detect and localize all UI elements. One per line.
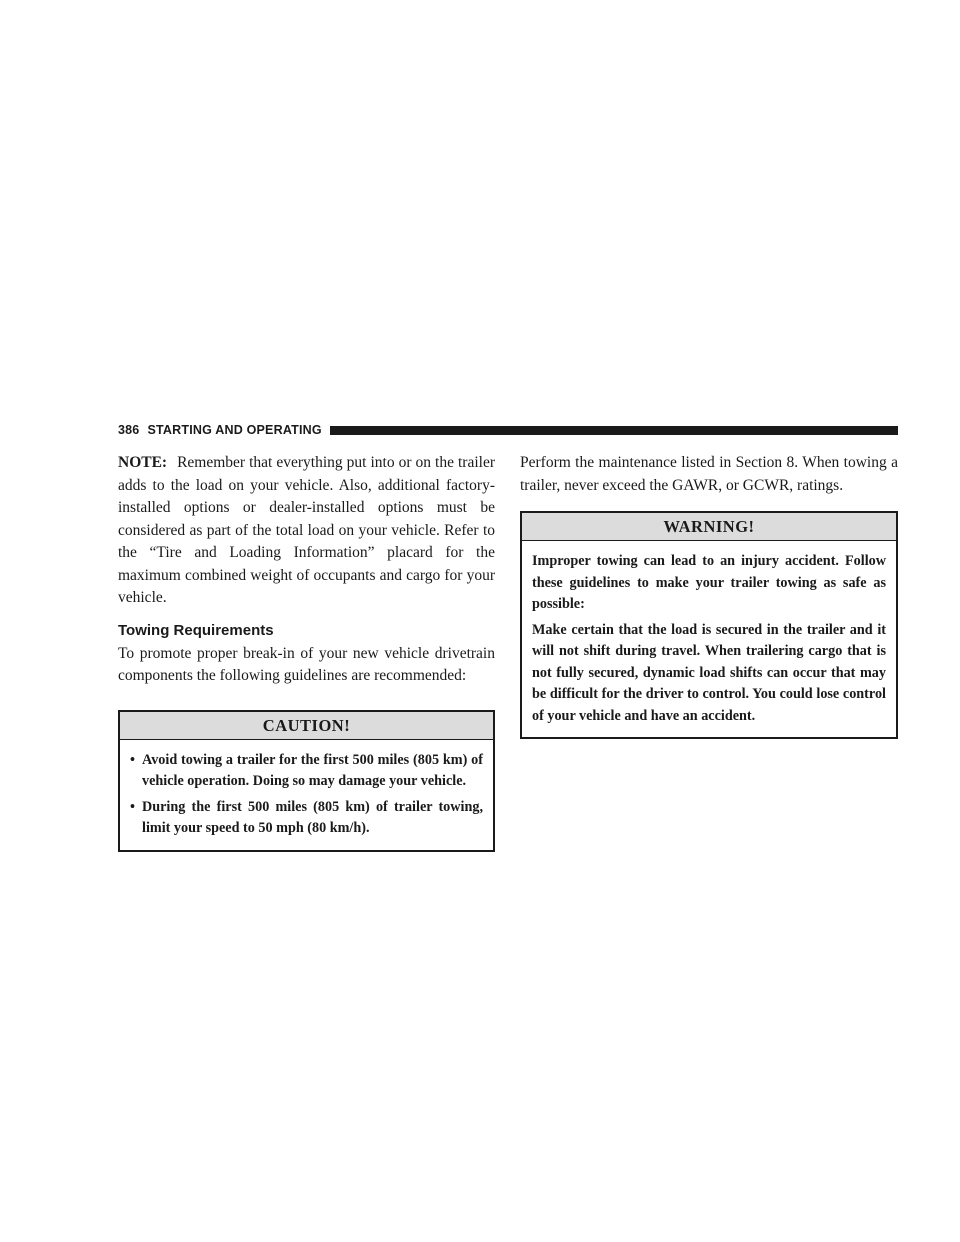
maintenance-paragraph: Perform the maintenance listed in Section 8. When towing a trailer, never exceed the GAWR, or GCWR, ratings. [520, 454, 898, 494]
caution-title: CAUTION! [120, 712, 493, 740]
towing-requirements-text: To promote proper break-in of your new vehicle drivetrain components the following guidelines are recommended: [118, 644, 495, 684]
list-item [130, 797, 483, 840]
note-paragraph [118, 452, 495, 610]
caution-list [130, 750, 483, 840]
warning-title: WARNING! [522, 513, 896, 541]
page-header [118, 423, 898, 437]
towing-requirements-heading: Towing Requirements [118, 621, 274, 639]
note-label: NOTE: [118, 454, 168, 471]
warning-paragraph: Improper towing can lead to an injury accident. Follow these guidelines to make your trailer towing as safe as possible: [532, 553, 886, 612]
section-title: STARTING AND OPERATING [147, 423, 322, 437]
warning-paragraph: Make certain that the load is secured in the trailer and it will not shift during travel. When trailering cargo that is not fully secured, dynamic load shifts can occur that may be difficult for the driver to control. You could lose control of your vehicle and have an accident. [532, 621, 886, 724]
list-item [130, 750, 483, 793]
page-number: 386 [118, 423, 140, 437]
bullet-icon: • [130, 751, 135, 768]
warning-body [522, 541, 896, 737]
warning-box [520, 511, 898, 739]
caution-box [118, 710, 495, 852]
note-text: Remember that everything put into or on the trailer adds to the load on your vehicle. Also, additional factory-installed options or dealer-installed options must be considered as part of the total load on your vehicle. Refer to the “Tire and Loading Information” placard for the maximum combined weight of occupants and cargo for your vehicle. [118, 454, 495, 606]
left-column [118, 452, 495, 852]
caution-body [120, 740, 493, 850]
caution-item-text: Avoid towing a trailer for the first 500 miles (805 km) of vehicle operation. Doing so may damage your vehicle. [142, 751, 483, 789]
header-rule [330, 426, 898, 435]
bullet-icon: • [130, 798, 135, 815]
caution-item-text: During the first 500 miles (805 km) of trailer towing, limit your speed to 50 mph (80 km/h). [142, 798, 483, 836]
right-column [520, 452, 898, 739]
